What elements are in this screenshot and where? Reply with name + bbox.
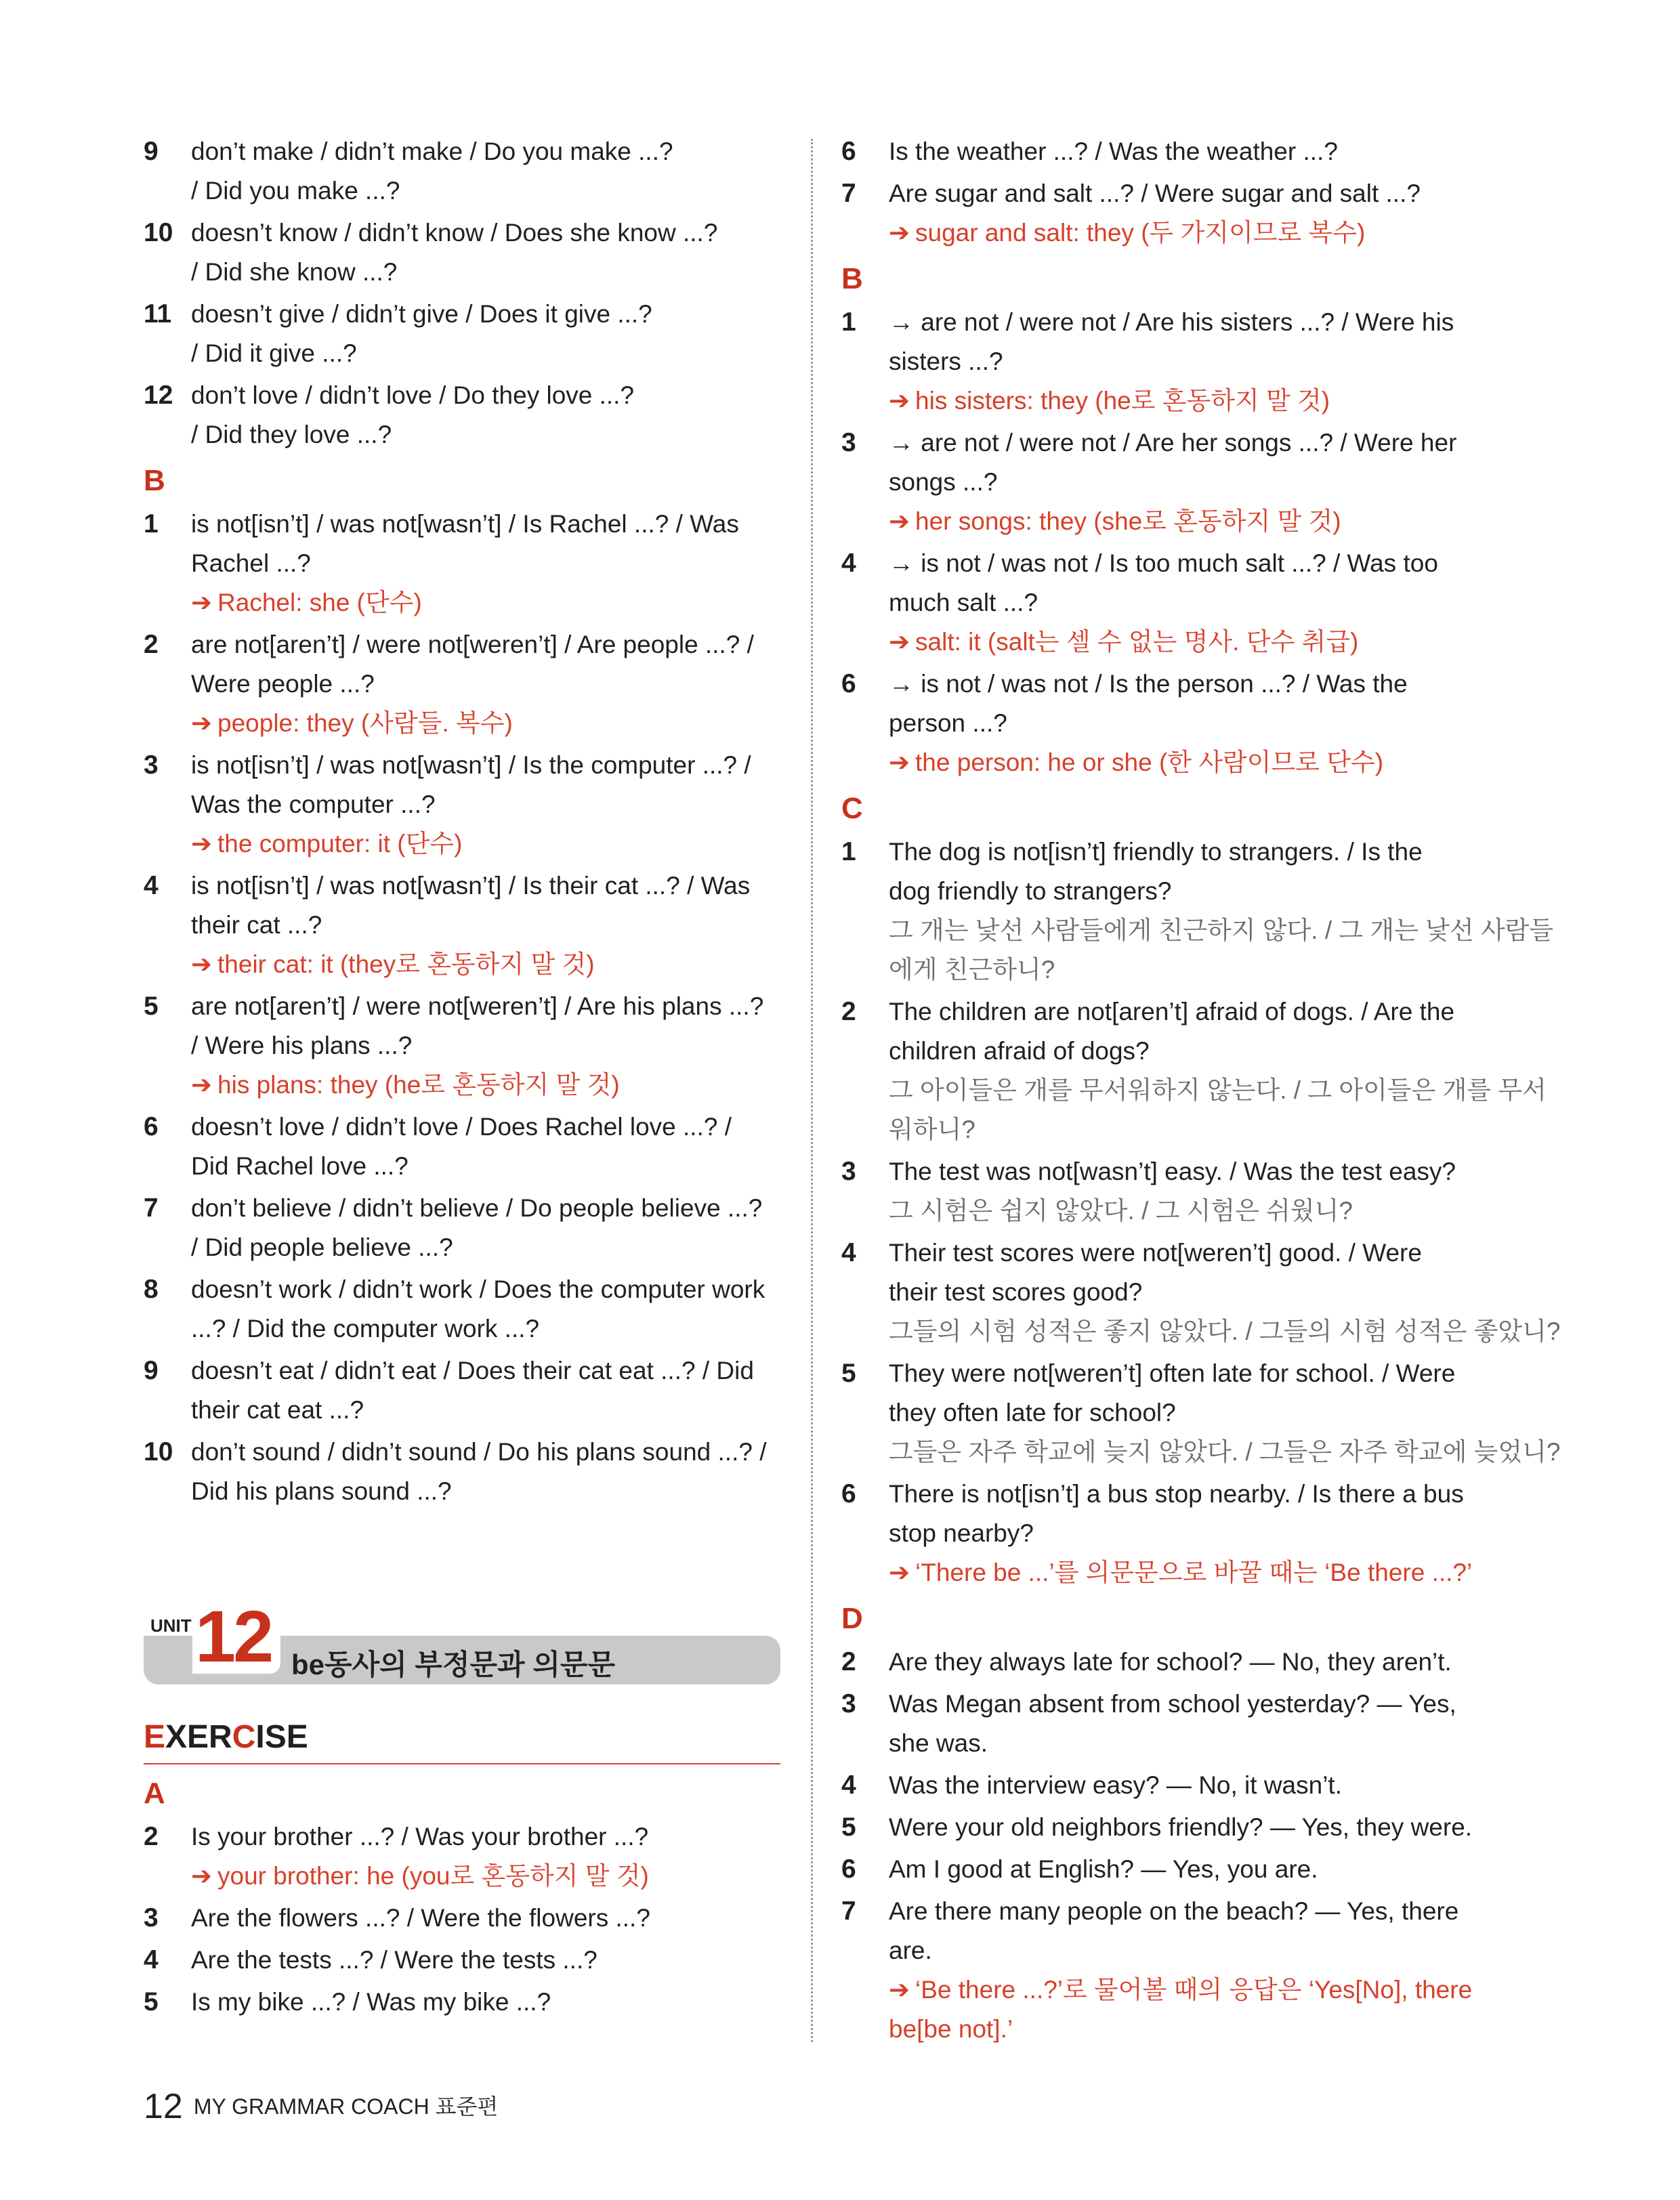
answer-item (144, 295, 780, 373)
answer-item (841, 664, 1481, 782)
hint-note-text: his plans: they (he로 혼동하지 말 것) (217, 1071, 620, 1099)
answer-text: sisters ...? (889, 347, 1003, 375)
answer-item (144, 625, 780, 743)
answer-text: their cat eat ...? (191, 1396, 364, 1424)
hint-note-text: be[be not].’ (889, 2015, 1013, 2043)
item-number: 7 (144, 1193, 159, 1223)
answer-text: → is not / was not / Is too much salt ...? / Was too (889, 549, 1438, 577)
item-number: 5 (841, 1359, 856, 1388)
answer-item (841, 1850, 1481, 1889)
answer-item (144, 505, 780, 622)
answer-text: / Did people believe ...? (191, 1233, 453, 1261)
answer-item (144, 746, 780, 864)
right-items-b (841, 303, 1481, 782)
exercise-heading-part: E (144, 1719, 166, 1755)
hint-note-text: his sisters: they (he로 혼동하지 말 것) (915, 387, 1330, 415)
answer-text: Their test scores were not[weren’t] good. / Were (889, 1239, 1422, 1267)
item-number: 5 (841, 1813, 856, 1842)
answer-text: are. (889, 1937, 932, 1964)
answer-text: songs ...? (889, 468, 998, 496)
answer-text: person ...? (889, 709, 1007, 737)
item-number: 4 (841, 1238, 856, 1267)
hint-note (889, 743, 1481, 782)
answer-text: / Were his plans ...? (191, 1032, 413, 1059)
right-items-d (841, 1643, 1481, 2049)
item-number: 3 (144, 1903, 159, 1932)
answer-item (144, 1941, 780, 1980)
answer-item (841, 1643, 1481, 1682)
hint-note-text: salt: it (salt는 셀 수 없는 명사. 단수 취급) (915, 628, 1359, 656)
answer-text: → are not / were not / Are her songs ...? / Were her (889, 429, 1457, 457)
item-number: 1 (144, 509, 159, 538)
item-number: 1 (841, 837, 856, 866)
answer-text: children afraid of dogs? (889, 1037, 1150, 1065)
answer-item (144, 132, 780, 211)
answer-item (144, 376, 780, 454)
item-number: 10 (144, 218, 173, 247)
answer-item (144, 987, 780, 1105)
answer-text: → is not / was not / Is the person ...? / Was the (889, 670, 1408, 698)
item-number: 3 (841, 1689, 856, 1718)
translation-text: 그들은 자주 학교에 늦지 않았다. / 그들은 자주 학교에 늦었니? (889, 1438, 1561, 1466)
answer-text: The dog is not[isn’t] friendly to strangers. / Is the (889, 838, 1423, 866)
answer-text: doesn’t love / didn’t love / Does Rachel love ...? / (191, 1113, 732, 1141)
left-column (144, 132, 780, 2025)
item-number: 2 (841, 997, 856, 1026)
answer-text: Was the computer ...? (191, 790, 436, 818)
answer-text: doesn’t work / didn’t work / Does the computer work (191, 1275, 765, 1303)
answer-text: is not[isn’t] / was not[wasn’t] / Is their cat ...? / Was (191, 872, 751, 900)
hint-note (191, 1857, 780, 1896)
answer-text: their test scores good? (889, 1278, 1143, 1306)
answer-text: / Did you make ...? (191, 177, 400, 205)
hint-note (889, 381, 1481, 421)
right-items-c (841, 832, 1561, 1592)
item-number: 8 (144, 1275, 159, 1304)
answer-text: Am I good at English? — Yes, you are. (889, 1855, 1318, 1883)
unit-label: UNIT (150, 1615, 192, 1636)
book-title: MY GRAMMAR COACH 표준편 (193, 2094, 499, 2119)
answer-text: The children are not[aren’t] afraid of dogs. / Are the (889, 998, 1455, 1025)
answer-item (144, 1899, 780, 1938)
answer-text: stop nearby? (889, 1519, 1034, 1547)
answer-item (144, 1433, 780, 1511)
arrow-right-icon: ➔ (889, 628, 910, 656)
answer-item (841, 1475, 1481, 1592)
answer-item (841, 174, 1481, 253)
item-number: 6 (841, 1479, 856, 1508)
answer-text: Are the flowers ...? / Were the flowers ...? (191, 1904, 650, 1932)
answer-text: Rachel ...? (191, 549, 311, 577)
translation-text: 그 개는 낯선 사람들에게 친근하지 않다. / 그 개는 낯선 사람들 (889, 916, 1554, 944)
section-heading-c: C (841, 792, 863, 825)
answer-text: The test was not[wasn’t] easy. / Was the test easy? (889, 1158, 1456, 1185)
item-number: 5 (144, 992, 159, 1021)
answer-text: They were not[weren’t] often late for school. / Were (889, 1359, 1456, 1387)
hint-note-text: the person: he or she (한 사람이므로 단수) (915, 748, 1384, 776)
section-heading-b: B (841, 262, 863, 295)
answer-item (841, 544, 1481, 662)
hint-note-text: their cat: it (they로 혼동하지 말 것) (217, 950, 595, 978)
answer-text: Were people ...? (191, 670, 375, 698)
item-number: 6 (841, 1855, 856, 1884)
answer-text: Is your brother ...? / Was your brother ...? (191, 1823, 649, 1850)
answer-text: much salt ...? (889, 589, 1038, 616)
item-number: 11 (144, 299, 172, 329)
answer-text: is not[isn’t] / was not[wasn’t] / Is Rachel ...? / Was (191, 510, 739, 538)
answer-item (841, 1766, 1481, 1805)
arrow-right-icon: ➔ (191, 709, 213, 737)
translation-text: 그 아이들은 개를 무서워하지 않는다. / 그 아이들은 개를 무서 (889, 1076, 1547, 1104)
hint-note-text: ‘Be there ...?’로 물어볼 때의 응답은 ‘Yes[No], there (915, 1976, 1473, 2004)
unit-number: 12 (192, 1599, 280, 1674)
arrow-right-icon: ➔ (889, 748, 910, 776)
hint-note-text: sugar and salt: they (두 가지이므로 복수) (915, 219, 1366, 247)
page-number: 12 (144, 2087, 183, 2126)
hint-note (191, 704, 780, 743)
answer-item (841, 992, 1547, 1149)
translation-text: 그 시험은 쉽지 않았다. / 그 시험은 쉬웠니? (889, 1197, 1353, 1225)
answer-item (144, 1351, 780, 1430)
arrow-right-icon: ➔ (191, 589, 213, 616)
item-number: 6 (144, 1112, 159, 1141)
exercise-heading (144, 1717, 780, 1764)
hint-note (191, 1065, 780, 1105)
section-heading-a: A (144, 1777, 165, 1810)
answer-item (841, 1685, 1481, 1763)
hint-note (889, 1553, 1481, 1592)
answer-item (841, 1808, 1481, 1847)
left-items-b (144, 505, 780, 1511)
answer-text: Was the interview easy? — No, it wasn’t. (889, 1771, 1342, 1799)
arrow-right-icon: ➔ (191, 830, 213, 858)
answer-item (841, 1892, 1481, 2049)
item-number: 4 (841, 1771, 856, 1800)
hint-note (889, 2010, 1481, 2049)
answer-text: doesn’t eat / didn’t eat / Does their cat eat ...? / Did (191, 1357, 754, 1384)
page-footer (144, 2086, 498, 2127)
answer-item (144, 213, 780, 292)
answer-text: Was Megan absent from school yesterday? — Yes, (889, 1690, 1456, 1718)
item-number: 7 (841, 1897, 856, 1926)
arrow-right-icon: ➔ (889, 387, 910, 415)
hint-note-text: the computer: it (단수) (217, 830, 463, 858)
answer-text: don’t love / didn’t love / Do they love ...? (191, 381, 635, 409)
hint-note (191, 583, 780, 622)
exercise-heading-part: C (232, 1719, 256, 1755)
item-number: 6 (841, 137, 856, 166)
arrow-right-icon: ➔ (889, 219, 910, 247)
hint-note (889, 502, 1481, 541)
arrow-right-icon: ➔ (191, 1071, 213, 1099)
answer-text: their cat ...? (191, 911, 322, 939)
answer-text: Did Rachel love ...? (191, 1152, 408, 1180)
section-heading-d: D (841, 1602, 863, 1635)
item-number: 10 (144, 1437, 173, 1466)
item-number: 3 (841, 428, 856, 457)
column-divider (811, 139, 813, 2042)
item-number: 12 (144, 381, 173, 410)
exercise-heading-part: XER (165, 1719, 232, 1755)
hint-note-text: Rachel: she (단수) (217, 589, 422, 616)
answer-text: There is not[isn’t] a bus stop nearby. / Is there a bus (889, 1480, 1464, 1508)
answer-item (144, 1270, 780, 1349)
answer-text: are not[aren’t] / were not[weren’t] / Are his plans ...? (191, 992, 764, 1020)
answer-text: Are they always late for school? — No, they aren’t. (889, 1648, 1452, 1676)
answer-text: she was. (889, 1729, 988, 1757)
answer-item (144, 1817, 780, 1896)
answer-text: Is my bike ...? / Was my bike ...? (191, 1988, 551, 2016)
answer-item (841, 1354, 1561, 1472)
answer-item (144, 1189, 780, 1267)
section-heading-b: B (144, 464, 165, 497)
answer-text: Are the tests ...? / Were the tests ...? (191, 1946, 597, 1974)
item-number: 2 (144, 630, 159, 659)
item-number: 3 (144, 750, 159, 780)
unit-title: be동사의 부정문과 의문문 (291, 1649, 616, 1680)
right-items-a (841, 132, 1481, 253)
item-number: 6 (841, 669, 856, 698)
left-items-exercise (144, 1817, 780, 2022)
answer-text: → are not / were not / Are his sisters ...? / Were his (889, 308, 1454, 336)
translation-text: 그들의 시험 성적은 좋지 않았다. / 그들의 시험 성적은 좋았니? (889, 1317, 1561, 1345)
arrow-right-icon: ➔ (889, 1976, 910, 2004)
answer-text: don’t sound / didn’t sound / Do his plans sound ...? / (191, 1438, 767, 1466)
answer-item (841, 423, 1481, 541)
left-items-a (144, 132, 780, 454)
hint-note (191, 945, 780, 984)
hint-note (191, 824, 780, 864)
hint-note (889, 622, 1481, 662)
answer-text: / Did she know ...? (191, 258, 398, 286)
right-column (841, 132, 1561, 2052)
answer-text: / Did it give ...? (191, 339, 357, 367)
answer-item (841, 832, 1554, 990)
item-number: 4 (144, 871, 159, 900)
answer-text: ...? / Did the computer work ...? (191, 1315, 540, 1342)
hint-note-text: her songs: they (she로 혼동하지 말 것) (915, 507, 1341, 535)
answer-text: doesn’t know / didn’t know / Does she know ...? (191, 219, 718, 247)
item-number: 1 (841, 308, 856, 337)
item-number: 5 (144, 1987, 159, 2016)
answer-item (841, 1152, 1481, 1231)
arrow-right-icon: ➔ (191, 1862, 213, 1890)
hint-note-text: ‘There be ...’를 의문문으로 바꿀 때는 ‘Be there ...?’ (915, 1559, 1473, 1586)
answer-text: / Did they love ...? (191, 421, 392, 448)
item-number: 7 (841, 179, 856, 208)
answer-text: don’t make / didn’t make / Do you make ...? (191, 138, 673, 165)
translation-text: 에게 친근하니? (889, 956, 1055, 983)
answer-text: Is the weather ...? / Was the weather ...? (889, 138, 1338, 165)
answer-item (144, 866, 780, 984)
answer-item (144, 1107, 780, 1186)
answer-text: is not[isn’t] / was not[wasn’t] / Is the computer ...? / (191, 751, 751, 779)
hint-note (889, 213, 1481, 253)
unit-header (144, 1595, 780, 1683)
answer-text: Were your old neighbors friendly? — Yes, they were. (889, 1813, 1473, 1841)
arrow-right-icon: ➔ (889, 507, 910, 535)
hint-note-text: your brother: he (you로 혼동하지 말 것) (217, 1862, 649, 1890)
answer-text: Are sugar and salt ...? / Were sugar and salt ...? (889, 179, 1421, 207)
item-number: 9 (144, 137, 159, 166)
answer-item (841, 1233, 1561, 1351)
answer-item (144, 1983, 780, 2022)
item-number: 4 (841, 549, 856, 578)
hint-note (889, 1970, 1481, 2010)
answer-text: doesn’t give / didn’t give / Does it give ...? (191, 300, 652, 328)
answer-text: Did his plans sound ...? (191, 1477, 452, 1505)
answer-text: don’t believe / didn’t believe / Do people believe ...? (191, 1194, 763, 1222)
item-number: 2 (144, 1822, 159, 1851)
answer-text: they often late for school? (889, 1399, 1176, 1426)
arrow-right-icon: ➔ (889, 1559, 910, 1586)
answer-text: dog friendly to strangers? (889, 877, 1172, 905)
item-number: 3 (841, 1157, 856, 1186)
arrow-right-icon: ➔ (191, 950, 213, 978)
answer-text: Are there many people on the beach? — Yes, there (889, 1897, 1459, 1925)
item-number: 9 (144, 1356, 159, 1385)
answer-item (841, 303, 1481, 421)
answer-item (841, 132, 1481, 171)
item-number: 2 (841, 1647, 856, 1676)
hint-note-text: people: they (사람들. 복수) (217, 709, 513, 737)
item-number: 4 (144, 1945, 159, 1974)
translation-text: 워하니? (889, 1116, 975, 1143)
answer-text: are not[aren’t] / were not[weren’t] / Are people ...? / (191, 631, 754, 658)
exercise-heading-part: ISE (255, 1719, 308, 1755)
